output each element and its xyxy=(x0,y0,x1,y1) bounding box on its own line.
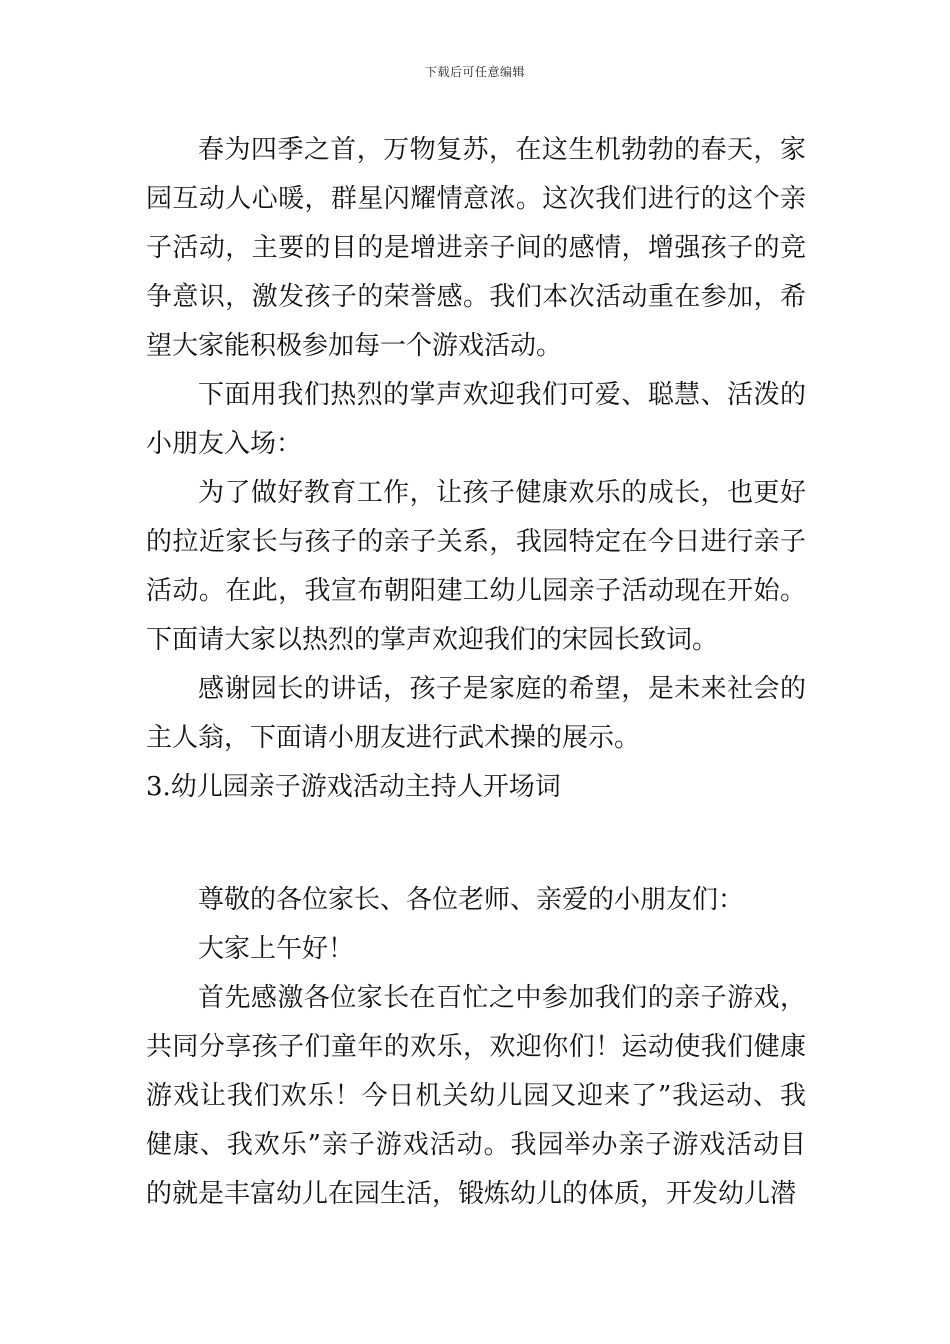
paragraph-thanks-principal: 感谢园长的讲话，孩子是家庭的希望，是未来社会的主人翁，下面请小朋友进行武术操的展示。 xyxy=(146,674,806,753)
section-spacer xyxy=(146,812,806,876)
paragraph-welcome-children: 下面用我们热烈的掌声欢迎我们可爱、聪慧、活泼的小朋友入场： xyxy=(146,380,806,459)
paragraph-good-morning: 大家上午好！ xyxy=(198,934,355,964)
document-body xyxy=(146,126,806,1219)
paragraph-spring-intro: 春为四季之首，万物复苏，在这生机勃勃的春天，家园互动人心暖，群星闪耀情意浓。这次我们进行的这个亲子活动，主要的目的是增进亲子间的感情，增强孩子的竞争意识，激发孩子的荣誉感。我们本次活动重在参加，希望大家能积极参加每一个游戏活动。 xyxy=(146,135,806,361)
paragraph-game-intro: 首先感激各位家长在百忙之中参加我们的亲子游戏，共同分享孩子们童年的欢乐，欢迎你们！运动使我们健康游戏让我们欢乐！今日机关幼儿园又迎来了”我运动、我健康、我欢乐”亲子游戏活动。我园举办亲子游戏活动目的就是丰富幼儿在园生活，锻炼幼儿的体质，开发幼儿潜 xyxy=(146,983,806,1209)
paragraph-activity-start: 为了做好教育工作，让孩子健康欢乐的成长，也更好的拉近家长与孩子的亲子关系，我园特定在今日进行亲子活动。在此，我宣布朝阳建工幼儿园亲子活动现在开始。下面请大家以热烈的掌声欢迎我们的宋园长致词。 xyxy=(146,478,806,655)
section-heading: 3.幼儿园亲子游戏活动主持人开场词 xyxy=(146,772,561,802)
page-header: 下载后可任意编辑 xyxy=(424,65,525,79)
paragraph-greeting: 尊敬的各位家长、各位老师、亲爱的小朋友们： xyxy=(198,885,745,915)
